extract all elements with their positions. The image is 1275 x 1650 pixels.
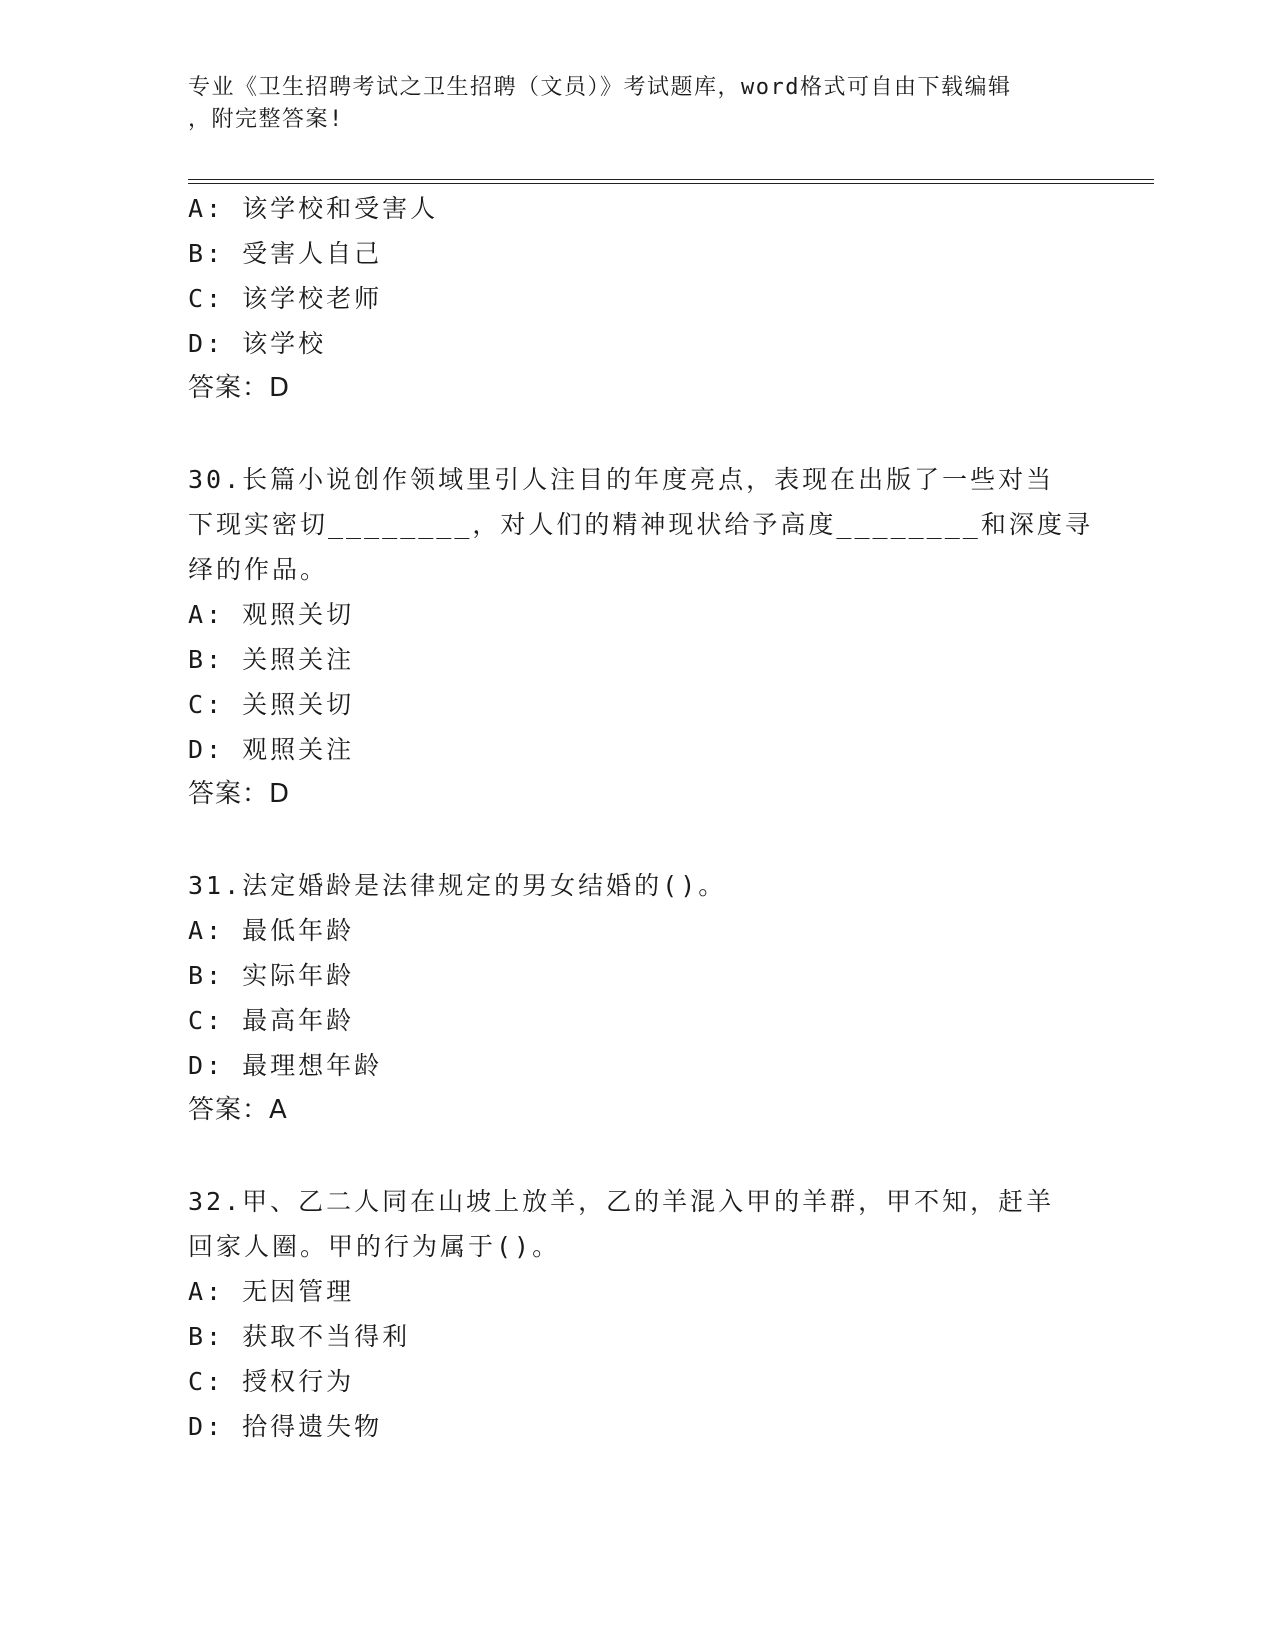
- question-list: [188, 186, 1093, 1449]
- option-b: B: 实际年龄: [188, 961, 355, 990]
- question-29: [188, 186, 1088, 411]
- question-text-line-1: 32.甲、乙二人同在山坡上放羊，乙的羊混入甲的羊群，甲不知，赶羊: [188, 1187, 1055, 1216]
- spacer: [188, 817, 1088, 863]
- question-text-line-2: 下现实密切________，对人们的精神现状给予高度________和深度寻: [188, 510, 1093, 539]
- question-text-line-1: 30.长篇小说创作领域里引人注目的年度亮点，表现在出版了一些对当: [188, 465, 1055, 494]
- option-d: D: 该学校: [188, 329, 327, 358]
- answer: 答案：A: [188, 1095, 288, 1125]
- option-a: A: 最低年龄: [188, 916, 355, 945]
- document-header: [188, 72, 1088, 136]
- question-32: [188, 1179, 1088, 1449]
- answer: 答案：D: [188, 779, 291, 809]
- header-double-rule: [188, 179, 1154, 184]
- option-a: A: 观照关切: [188, 600, 355, 629]
- question-text-line-1: 31.法定婚龄是法律规定的男女结婚的()。: [188, 871, 727, 900]
- header-title-line-2: ，附完整答案!: [188, 107, 344, 132]
- question-31: [188, 863, 1088, 1133]
- question-text-line-3: 绎的作品。: [188, 555, 329, 584]
- option-d: D: 观照关注: [188, 735, 355, 764]
- option-c: C: 授权行为: [188, 1367, 355, 1396]
- option-c: C: 该学校老师: [188, 284, 383, 313]
- option-d: D: 最理想年龄: [188, 1051, 383, 1080]
- spacer: [188, 411, 1088, 457]
- option-c: C: 最高年龄: [188, 1006, 355, 1035]
- header-title-line-1: 专业《卫生招聘考试之卫生招聘（文员）》考试题库，word格式可自由下载编辑: [188, 75, 1012, 100]
- answer: 答案：D: [188, 373, 291, 403]
- question-30: [188, 457, 1093, 817]
- option-b: B: 获取不当得利: [188, 1322, 411, 1351]
- option-a: A: 无因管理: [188, 1277, 355, 1306]
- question-text-line-2: 回家人圈。甲的行为属于()。: [188, 1232, 561, 1261]
- option-c: C: 关照关切: [188, 690, 355, 719]
- option-d: D: 拾得遗失物: [188, 1412, 383, 1441]
- option-a: A: 该学校和受害人: [188, 194, 439, 223]
- option-b: B: 关照关注: [188, 645, 355, 674]
- spacer: [188, 1133, 1088, 1179]
- option-b: B: 受害人自己: [188, 239, 383, 268]
